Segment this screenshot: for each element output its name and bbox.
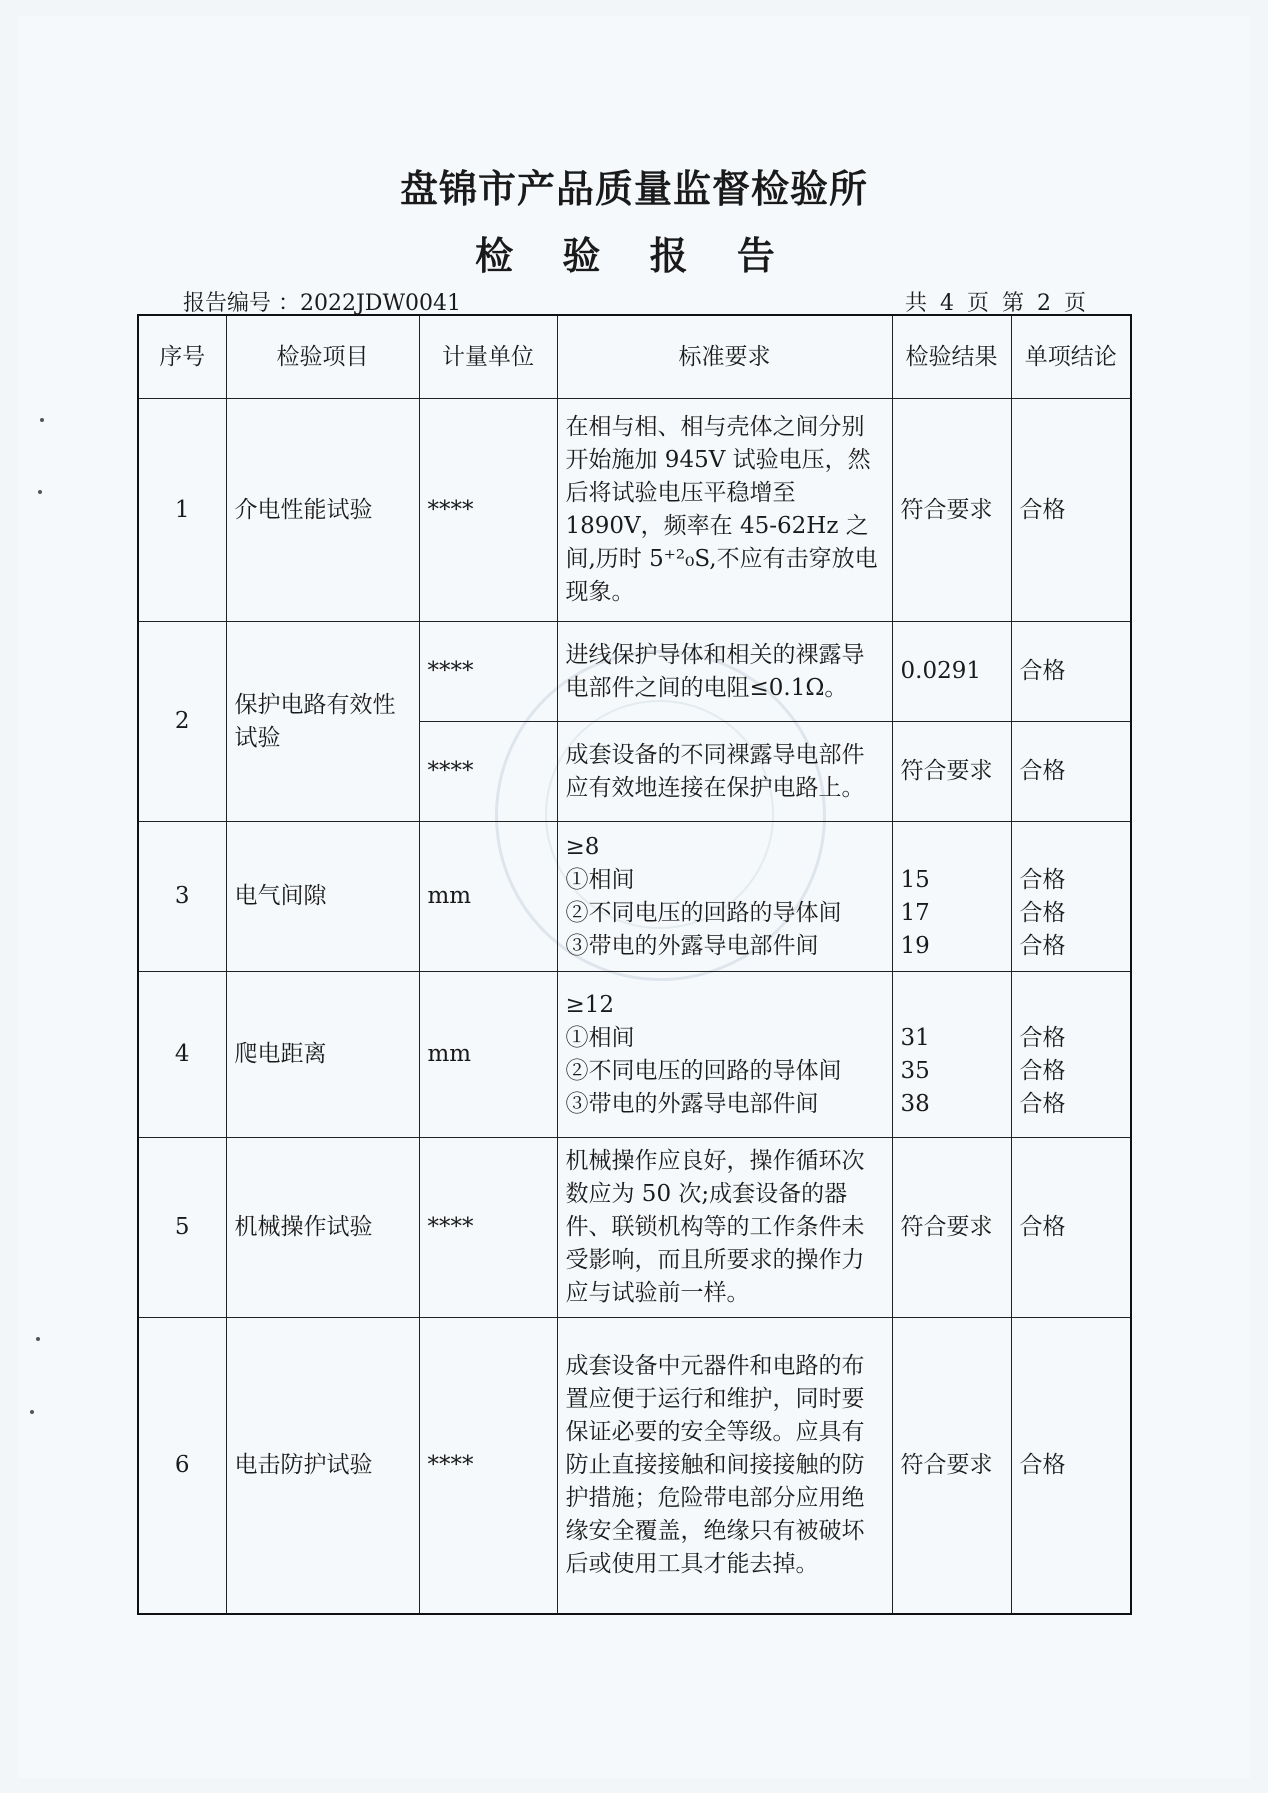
standard-line: ③带电的外露导电部件间 [565,1090,819,1117]
document-title: 检 验 报 告 [475,233,793,278]
cell-no: 6 [138,1318,226,1614]
report-number-label: 报告编号 ： [183,291,300,316]
cell-item: 介电性能试验 [226,399,419,622]
result-value: 17 [900,899,930,926]
cell-no: 5 [138,1138,226,1318]
conclusion-value: 合格 [1019,866,1066,893]
cell-no: 4 [138,972,226,1138]
cell-result: 符合要求 [892,1318,1011,1614]
col-header-item: 检验项目 [226,315,419,399]
conclusion-value: 合格 [1019,932,1066,959]
cell-standard: 进线保护导体和相关的裸露导电部件之间的电阻≤0.1Ω。 [557,622,892,722]
inspection-table [137,314,1132,1615]
page-info: 共 4 页 第 2 页 [905,291,1086,316]
cell-conclusion [1011,972,1131,1138]
cell-conclusion: 合格 [1011,722,1131,822]
cell-conclusion [1011,822,1131,972]
cell-no: 1 [138,399,226,622]
cell-standard: 机械操作应良好，操作循环次数应为 50 次;成套设备的器件、联锁机构等的工作条件未受影响，而且所要求的操作力应与试验前一样。 [557,1138,892,1318]
cell-conclusion: 合格 [1011,1318,1131,1614]
cell-unit: **** [419,1318,557,1614]
scan-speck [40,418,44,422]
cell-unit: **** [419,399,557,622]
cell-standard [557,972,892,1138]
table-row [138,822,1131,972]
cell-standard [557,822,892,972]
cell-conclusion: 合格 [1011,622,1131,722]
table-header-row [138,315,1131,399]
conclusion-value: 合格 [1019,1024,1066,1051]
col-header-conclusion: 单项结论 [1011,315,1131,399]
cell-result [892,822,1011,972]
cell-item: 机械操作试验 [226,1138,419,1318]
result-value: 35 [900,1057,930,1084]
cell-unit: **** [419,722,557,822]
conclusion-value: 合格 [1019,899,1066,926]
cell-item: 电气间隙 [226,822,419,972]
report-number [183,286,461,317]
result-value: 15 [900,866,930,893]
standard-line: ③带电的外露导电部件间 [565,932,819,959]
cell-unit: mm [419,822,557,972]
cell-item: 爬电距离 [226,972,419,1138]
cell-standard: 在相与相、相与壳体之间分别开始施加 945V 试验电压，然后将试验电压平稳增至 1890V，频率在 45-62Hz 之间,历时 5⁺²₀S,不应有击穿放电现象。 [557,399,892,622]
scan-speck [30,1410,34,1414]
cell-conclusion: 合格 [1011,399,1131,622]
standard-line: ②不同电压的回路的导体间 [565,1057,842,1084]
cell-result: 0.0291 [892,622,1011,722]
cell-conclusion: 合格 [1011,1138,1131,1318]
cell-standard: 成套设备的不同裸露导电部件应有效地连接在保护电路上。 [557,722,892,822]
table-row [138,1138,1131,1318]
result-value: 19 [900,932,930,959]
cell-standard: 成套设备中元器件和电路的布置应便于运行和维护，同时要保证必要的安全等级。应具有防止直接接触和间接接触的防护措施；危险带电部分应用绝缘安全覆盖，绝缘只有被破坏后或使用工具才能去掉。 [557,1318,892,1614]
col-header-result: 检验结果 [892,315,1011,399]
cell-no: 2 [138,622,226,822]
col-header-standard: 标准要求 [557,315,892,399]
col-header-no: 序号 [138,315,226,399]
cell-no: 3 [138,822,226,972]
organization-title: 盘锦市产品质量监督检验所 [399,166,868,211]
cell-result: 符合要求 [892,399,1011,622]
table-row [138,972,1131,1138]
table-row [138,622,1131,722]
cell-unit: **** [419,1138,557,1318]
table-row [138,399,1131,622]
standard-line: ②不同电压的回路的导体间 [565,899,842,926]
standard-threshold: ≥12 [565,991,615,1018]
standard-line: ①相间 [565,1024,635,1051]
cell-unit: **** [419,622,557,722]
cell-result [892,972,1011,1138]
cell-unit: mm [419,972,557,1138]
scan-speck [38,490,42,494]
cell-item: 电击防护试验 [226,1318,419,1614]
standard-line: ①相间 [565,866,635,893]
col-header-unit: 计量单位 [419,315,557,399]
result-value: 31 [900,1024,930,1051]
conclusion-value: 合格 [1019,1057,1066,1084]
report-number-value: 2022JDW0041 [300,291,462,316]
cell-item: 保护电路有效性试验 [226,622,419,822]
standard-threshold: ≥8 [565,833,600,860]
result-value: 38 [900,1090,930,1117]
cell-result: 符合要求 [892,1138,1011,1318]
table-row [138,1318,1131,1614]
conclusion-value: 合格 [1019,1090,1066,1117]
cell-result: 符合要求 [892,722,1011,822]
scan-speck [36,1337,40,1341]
